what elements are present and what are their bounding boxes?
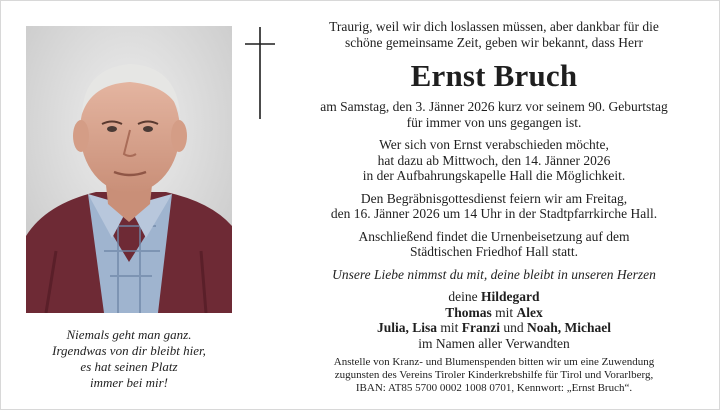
death-line: am Samstag, den 3. Jänner 2026 kurz vor seinem 90. Geburtstag [320,99,668,114]
mourner-name: Noah, Michael [527,320,612,335]
farewell-line: hat dazu ab Mittwoch, den 14. Jänner 2026 [377,152,611,168]
quote-line: es hat seinen Platz [80,359,178,374]
mourners-line-3 [284,320,704,336]
quote-line: immer bei mir! [90,375,168,390]
mourner-name: Franzi [461,320,501,335]
burial-line: Anschließend findet die Urnenbeisetzung auf dem [358,228,630,244]
memorial-quote [21,327,237,391]
donation-note-line: Anstelle von Kranz- und Blumenspenden bitten wir um eine Zuwendung [333,356,655,368]
cross-icon [244,27,276,119]
mourner-name: Alex [516,304,543,320]
portrait-illustration [26,26,232,313]
quote-line: Irgendwas von dir bleibt hier, [52,343,206,358]
mourners-text: deine [448,289,482,304]
mourners-line-2 [284,305,704,321]
portrait-photo [26,26,232,313]
mourners-text: mit [491,304,517,320]
burial-line: Städtischen Friedhof Hall statt. [410,244,578,259]
motto-line: Unsere Liebe nimmst du mit, deine bleibt in unseren Herzen [332,266,656,282]
farewell-line: in der Aufbahrungskapelle Hall die Möglichkeit. [362,168,626,183]
mourners-line-1 [284,289,704,305]
intro-line: schöne gemeinsame Zeit, geben wir bekannt, dass Herr [344,34,644,50]
service-line: den 16. Jänner 2026 um 14 Uhr in der Stadtpfarrkirche Hall. [330,206,658,221]
mourners-line-4: im Namen aller Verwandten [418,335,570,351]
donation-note-line: zugunsten des Vereins Tiroler Kinderkrebshilfe für Tirol und Vorarlberg, [334,369,654,381]
mourners-text: und [500,320,528,335]
intro-line: Traurig, weil wir dich loslassen müssen, aber dankbar für die [329,19,659,34]
donation-note-line: IBAN: AT85 5700 0002 1008 0701, Kennwort: „Ernst Bruch“. [355,382,633,394]
mourners-text: mit [437,320,462,335]
mourner-name: Julia, Lisa [376,320,437,335]
quote-line: Niemals geht man ganz. [66,327,192,342]
death-line: für immer von uns gegangen ist. [406,114,582,130]
mourner-name: Thomas [445,304,492,320]
mourner-name: Hildegard [481,289,540,304]
farewell-line: Wer sich von Ernst verabschieden möchte, [379,137,609,152]
deceased-name: Ernst Bruch [410,58,578,93]
service-line: Den Begräbnisgottesdienst feiern wir am Freitag, [360,190,628,206]
announcement-text [284,19,704,395]
